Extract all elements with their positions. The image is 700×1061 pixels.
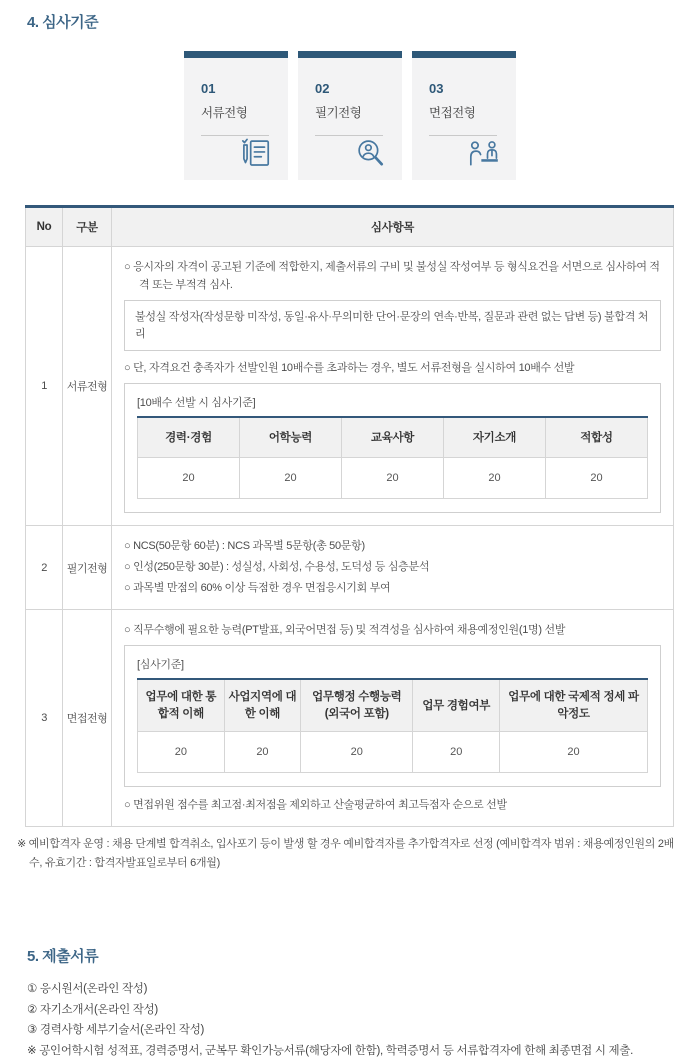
card-body [298, 58, 402, 180]
criteria-box-label: [10배수 선발 시 심사기준] [137, 397, 256, 410]
row-category: 서류전형 [63, 247, 112, 526]
row-items [112, 610, 674, 826]
col-header-items: 심사항목 [112, 207, 674, 247]
card-top-bar [298, 51, 402, 58]
criteria-header-row [138, 679, 648, 731]
process-card-written-test [298, 51, 402, 180]
bullet-text: ○ 직무수행에 필요한 능력(PT발표, 외국어면접 등) 및 적격성을 심사하여 채용예정인원(1명) 선발 [124, 624, 566, 637]
criteria-value-cell: 20 [444, 457, 546, 498]
criteria-header-cell: 어학능력 [240, 417, 342, 457]
col-header-no: No [26, 207, 63, 247]
interview-people-icon [467, 136, 501, 170]
criteria-box [124, 383, 661, 513]
bullet-text: ○ 응시자의 자격이 공고된 기준에 적합한지, 제출서류의 구비 및 불성실 작성여부 등 형식요건을 서면으로 심사하여 적격 또는 부적격 심사. [124, 261, 660, 292]
submission-item: ※ 공인어학시험 성적표, 경력증명서, 군복무 확인가능서류(해당자에 한함), 학력증명서 등 서류합격자에 한해 최종면접 시 제출. [27, 1044, 634, 1057]
criteria-value-cell: 20 [138, 731, 225, 772]
criteria-header-cell: 사업지역에 대한 이해 [224, 679, 301, 731]
bullet-text: ○ NCS(50문항 60분) : NCS 과목별 5문항(총 50문항) [124, 539, 365, 552]
card-step-label: 서류전형 [201, 106, 248, 120]
table-row-interview [26, 610, 674, 826]
row-category: 면접전형 [63, 610, 112, 826]
criteria-header-cell: 적합성 [546, 417, 648, 457]
row-items [112, 525, 674, 609]
criteria-value-cell: 20 [413, 731, 500, 772]
criteria-value-cell: 20 [240, 457, 342, 498]
criteria-value-cell: 20 [500, 731, 648, 772]
criteria-value-row [138, 457, 648, 498]
criteria-header-cell: 업무에 대한 통합적 이해 [138, 679, 225, 731]
card-step-number: 02 [315, 81, 330, 96]
criteria-main-table [25, 205, 674, 827]
card-body [412, 58, 516, 180]
row-category: 필기전형 [63, 525, 112, 609]
bullet-text: ○ 단, 자격요건 충족자가 선발인원 10배수를 초과하는 경우, 별도 서류전형을 실시하여 10배수 선발 [124, 362, 575, 375]
criteria-value-row [138, 731, 648, 772]
criteria-box-label: [심사기준] [137, 659, 184, 672]
criteria-header-cell: 교육사항 [342, 417, 444, 457]
bullet-text: ○ 인성(250문항 30분) : 성실성, 사회성, 수용성, 도덕성 등 심층분석 [124, 561, 430, 574]
magnifier-person-icon [353, 136, 387, 170]
card-step-number: 01 [201, 81, 216, 96]
document-pen-icon [239, 136, 273, 170]
row-items [112, 247, 674, 526]
process-card-document-screening [184, 51, 288, 180]
criteria-header-cell: 경력·경험 [138, 417, 240, 457]
submission-item: ① 응시원서(온라인 작성) [27, 983, 148, 996]
criteria-value-cell: 20 [342, 457, 444, 498]
interview-criteria-table [137, 678, 648, 772]
bullet-text: ○ 과목별 만점의 60% 이상 득점한 경우 면접응시기회 부여 [124, 582, 391, 595]
reserve-candidate-footnote: ※ 예비합격자 운영 : 채용 단계별 합격취소, 입사포기 등이 발생 할 경우 예비합격자를 추가합격자로 선정 (예비합격자 범위 : 채용예정인원의 2배수, 유효기간 : 합격자발표일로부터 6개월) [17, 837, 674, 869]
criteria-header-cell: 업무에 대한 국제적 정세 파악정도 [500, 679, 648, 731]
criteria-value-cell: 20 [546, 457, 648, 498]
card-step-label: 필기전형 [315, 106, 362, 120]
table-header-row [26, 207, 674, 247]
submission-item: ② 자기소개서(온라인 작성) [27, 1003, 158, 1016]
disqualify-notice-box: 불성실 작성자(작성문항 미작성, 동일·유사·무의미한 단어·문장의 연속·반복, 질문과 관련 없는 답변 등) 불합격 처리 [124, 300, 661, 351]
card-body [184, 58, 288, 180]
section5 [27, 945, 700, 1061]
criteria-box [124, 645, 661, 786]
criteria-header-row [138, 417, 648, 457]
section4-title: 4. 심사기준 [27, 14, 99, 31]
process-cards [0, 51, 700, 180]
row-no: 1 [26, 247, 63, 526]
row-no: 2 [26, 525, 63, 609]
row-no: 3 [26, 610, 63, 826]
card-step-number: 03 [429, 81, 444, 96]
criteria-value-cell: 20 [138, 457, 240, 498]
screening-criteria-table [137, 416, 648, 499]
card-top-bar [412, 51, 516, 58]
card-top-bar [184, 51, 288, 58]
section5-title: 5. 제출서류 [27, 948, 99, 966]
criteria-value-cell: 20 [301, 731, 413, 772]
bullet-text: ○ 면접위원 점수를 최고점·최저점을 제외하고 산술평균하여 최고득점자 순으로 선발 [124, 798, 507, 811]
col-header-category: 구분 [63, 207, 112, 247]
table-row-written-test [26, 525, 674, 609]
process-card-interview [412, 51, 516, 180]
submission-item: ③ 경력사항 세부기술서(온라인 작성) [27, 1024, 205, 1037]
submission-list [27, 979, 700, 1061]
card-step-label: 면접전형 [429, 106, 476, 120]
criteria-header-cell: 자기소개 [444, 417, 546, 457]
criteria-header-cell: 업무 경험여부 [413, 679, 500, 731]
criteria-header-cell: 업무행정 수행능력 (외국어 포함) [301, 679, 413, 731]
table-row-document-screening [26, 247, 674, 526]
criteria-value-cell: 20 [224, 731, 301, 772]
